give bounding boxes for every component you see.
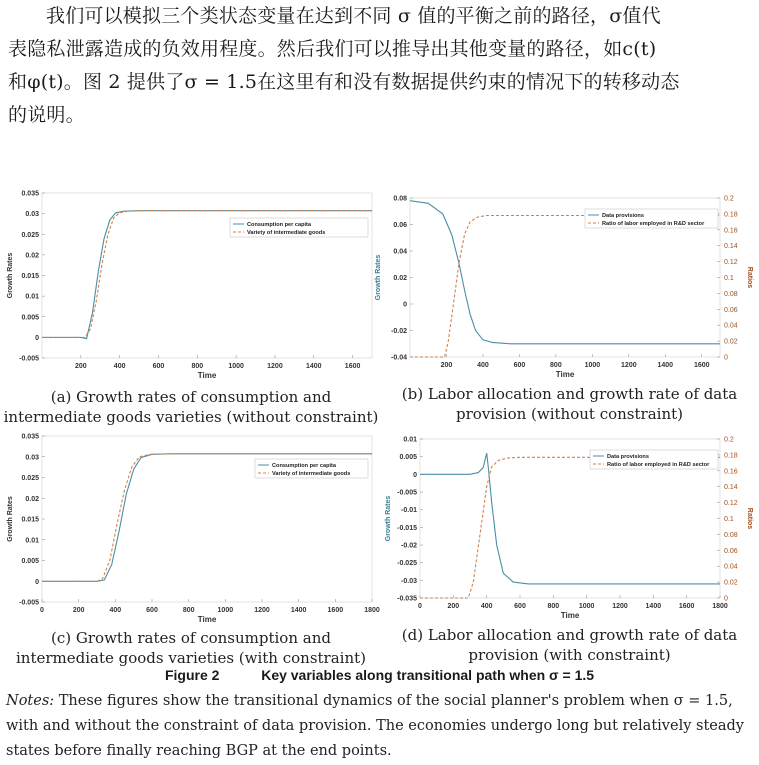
x-axis-label: Time [197, 615, 217, 624]
y-right-tick-label: 0 [724, 595, 728, 603]
x-tick-label: 400 [480, 603, 493, 610]
y-tick-label: 0.005 [21, 314, 39, 322]
figure-label: Figure 2 [164, 667, 220, 683]
y-axis-label: Growth Rates [7, 496, 14, 542]
y-tick-label: 0.01 [25, 293, 39, 301]
y-right-tick-label: 0.02 [724, 338, 738, 346]
y-right-tick-label: 0.1 [724, 516, 734, 523]
caption-c-line2: intermediate goods varieties (with constraint) [15, 649, 367, 667]
caption-b-line1: (b) Labor allocation and growth rate of data [401, 385, 738, 403]
x-tick-label: 1000 [217, 607, 234, 614]
x-tick-label: 400 [109, 607, 122, 614]
y-axis-label: Growth Rates [7, 252, 14, 299]
y-right-tick-label: 0.18 [724, 452, 738, 460]
x-tick-label: 600 [146, 607, 158, 614]
caption-d [380, 625, 759, 665]
y-axis-label: Growth Rates [375, 254, 382, 301]
legend-label: Data provisions [602, 213, 644, 220]
y-right-tick-label: 0.16 [724, 227, 738, 235]
y-right-tick-label: 0.04 [724, 322, 738, 330]
legend-label: Variety of intermediate goods [272, 471, 351, 478]
x-tick-label: 1000 [228, 363, 244, 370]
caption-c-line1: (c) Growth rates of consumption and [51, 629, 331, 647]
x-tick-label: 400 [477, 362, 489, 369]
y-tick-label: 0 [403, 301, 407, 309]
y-tick-label: 0.025 [21, 475, 39, 482]
chart-d [385, 437, 753, 621]
y-right-tick-label: 0.08 [724, 531, 738, 539]
y-tick-label: 0.06 [393, 222, 407, 229]
figure-notes [6, 689, 754, 764]
caption-d-line2: provision (with constraint) [468, 646, 671, 664]
legend-label: Ratio of labor employed in R&D sector [602, 221, 705, 228]
chart-b [375, 196, 753, 380]
y-right-tick-label: 0 [724, 354, 728, 362]
paragraph-line-4: 的说明。 [8, 104, 85, 126]
x-tick-label: 600 [514, 603, 526, 610]
caption-b-line2: provision (without constraint) [456, 405, 683, 423]
y-tick-label: 0.035 [21, 190, 39, 198]
legend-label: Consumption per capita [247, 222, 312, 229]
x-tick-label: 1600 [693, 362, 710, 369]
x-tick-label: 1800 [712, 603, 728, 610]
y-right-tick-label: 0.04 [724, 563, 738, 571]
x-tick-label: 1400 [290, 607, 307, 614]
y-tick-label: -0.015 [397, 524, 417, 532]
x-tick-label: 800 [550, 362, 562, 369]
y-tick-label: 0.035 [21, 433, 39, 441]
y-tick-label: 0 [413, 471, 417, 479]
notes-text: These figures show the transitional dynamics of the social planner's problem when σ = 1.5, with and without the constraint of data provision. The economies undergo long but relatively steady states before finally reaching BGP at the end points. [6, 693, 744, 759]
x-tick-label: 1600 [344, 363, 361, 370]
x-tick-label: 800 [547, 603, 560, 610]
legend-label: Variety of intermediate goods [247, 230, 326, 237]
y-tick-label: -0.02 [401, 542, 417, 550]
x-tick-label: 1000 [584, 362, 601, 369]
caption-c [0, 628, 382, 668]
x-tick-label: 1600 [327, 607, 344, 614]
y-tick-label: 0.02 [25, 495, 39, 503]
x-tick-label: 800 [182, 607, 195, 614]
y-tick-label: -0.01 [401, 507, 417, 515]
x-tick-label: 200 [440, 362, 453, 369]
y-tick-label: -0.005 [19, 599, 39, 607]
y-right-tick-label: 0.06 [724, 306, 738, 314]
x-tick-label: 800 [191, 363, 204, 370]
legend-label: Data provisions [607, 454, 649, 461]
paragraph-line-1: 我们可以模拟三个类状态变量在达到不同 σ 值的平衡之前的路径，σ值代 [46, 5, 661, 27]
y-tick-label: 0.03 [25, 454, 39, 462]
y-right-tick-label: 0.12 [724, 500, 738, 508]
y-tick-label: 0.04 [393, 248, 407, 256]
y-right-tick-label: 0.12 [724, 259, 738, 267]
y-right-tick-label: 0.2 [724, 436, 734, 444]
y-right-axis-label: Ratios [746, 507, 753, 530]
chart-c [7, 434, 380, 625]
y-right-tick-label: 0.02 [724, 579, 738, 587]
legend-label: Ratio of labor employed in R&D sector [607, 462, 710, 469]
x-tick-label: 200 [447, 603, 460, 610]
x-tick-label: 1200 [621, 362, 637, 369]
y-tick-label: 0.01 [403, 436, 417, 444]
x-tick-label: 400 [113, 363, 126, 370]
y-right-tick-label: 0.1 [724, 275, 734, 282]
y-right-tick-label: 0.16 [724, 468, 738, 476]
y-tick-label: 0.025 [21, 231, 39, 239]
x-tick-label: 0 [40, 607, 44, 614]
y-tick-label: -0.02 [391, 328, 407, 335]
y-right-axis-label: Ratios [746, 266, 753, 289]
x-tick-label: 1200 [612, 603, 628, 610]
paragraph-line-2: 表隐私泄露造成的负效用程度。然后我们可以推导出其他变量的路径，如c(t) [8, 38, 657, 60]
y-tick-label: 0.005 [21, 558, 39, 565]
y-axis-label: Growth Rates [385, 495, 392, 542]
x-axis-label: Time [555, 370, 575, 379]
x-tick-label: 0 [418, 603, 422, 610]
x-tick-label: 1200 [254, 607, 270, 614]
caption-a-line2: intermediate goods varieties (without constraint) [3, 408, 379, 426]
chart-a [7, 191, 372, 381]
y-right-tick-label: 0.14 [724, 484, 738, 492]
x-tick-label: 200 [72, 607, 85, 614]
y-right-tick-label: 0.08 [724, 290, 738, 298]
x-tick-label: 1800 [364, 607, 380, 614]
x-axis-label: Time [560, 611, 580, 620]
caption-d-line1: (d) Labor allocation and growth rate of data [401, 626, 738, 644]
legend-label: Consumption per capita [272, 463, 337, 470]
figure-title-text: Key variables along transitional path when σ = 1.5 [261, 667, 595, 683]
x-tick-label: 1200 [267, 363, 283, 370]
paragraph-line-3: 和φ(t)。图 2 提供了σ = 1.5在这里有和没有数据提供约束的情况下的转移动态 [8, 71, 680, 93]
caption-a [0, 387, 382, 427]
x-axis-label: Time [197, 371, 217, 380]
figure-title [0, 667, 759, 683]
y-tick-label: -0.03 [401, 577, 417, 585]
y-tick-label: -0.005 [19, 355, 39, 363]
y-tick-label: 0.015 [21, 516, 39, 524]
y-tick-label: 0.02 [393, 275, 407, 282]
y-tick-label: 0.01 [25, 537, 39, 545]
y-right-tick-label: 0.18 [724, 211, 738, 219]
x-tick-label: 1600 [678, 603, 695, 610]
y-right-tick-label: 0.14 [724, 243, 738, 251]
y-tick-label: 0.02 [25, 252, 39, 260]
y-tick-label: -0.005 [397, 489, 417, 497]
x-tick-label: 600 [513, 362, 526, 369]
x-tick-label: 1400 [657, 362, 674, 369]
y-tick-label: -0.04 [391, 354, 407, 362]
y-tick-label: 0.015 [21, 273, 39, 280]
y-tick-label: 0 [35, 334, 39, 342]
caption-b [380, 384, 759, 424]
x-tick-label: 200 [74, 363, 87, 370]
notes-label: Notes: [6, 693, 55, 709]
y-tick-label: 0 [35, 578, 39, 586]
x-tick-label: 600 [152, 363, 165, 370]
y-tick-label: 0.08 [393, 195, 407, 203]
y-tick-label: 0.005 [399, 454, 417, 462]
y-tick-label: -0.025 [397, 560, 417, 568]
x-tick-label: 1400 [305, 363, 322, 370]
x-tick-label: 1000 [578, 603, 595, 610]
y-tick-label: -0.035 [397, 595, 417, 603]
caption-a-line1: (a) Growth rates of consumption and [50, 388, 332, 406]
y-tick-label: 0.03 [25, 211, 39, 219]
x-tick-label: 1400 [645, 603, 662, 610]
y-right-tick-label: 0.2 [724, 195, 734, 203]
y-right-tick-label: 0.06 [724, 547, 738, 555]
